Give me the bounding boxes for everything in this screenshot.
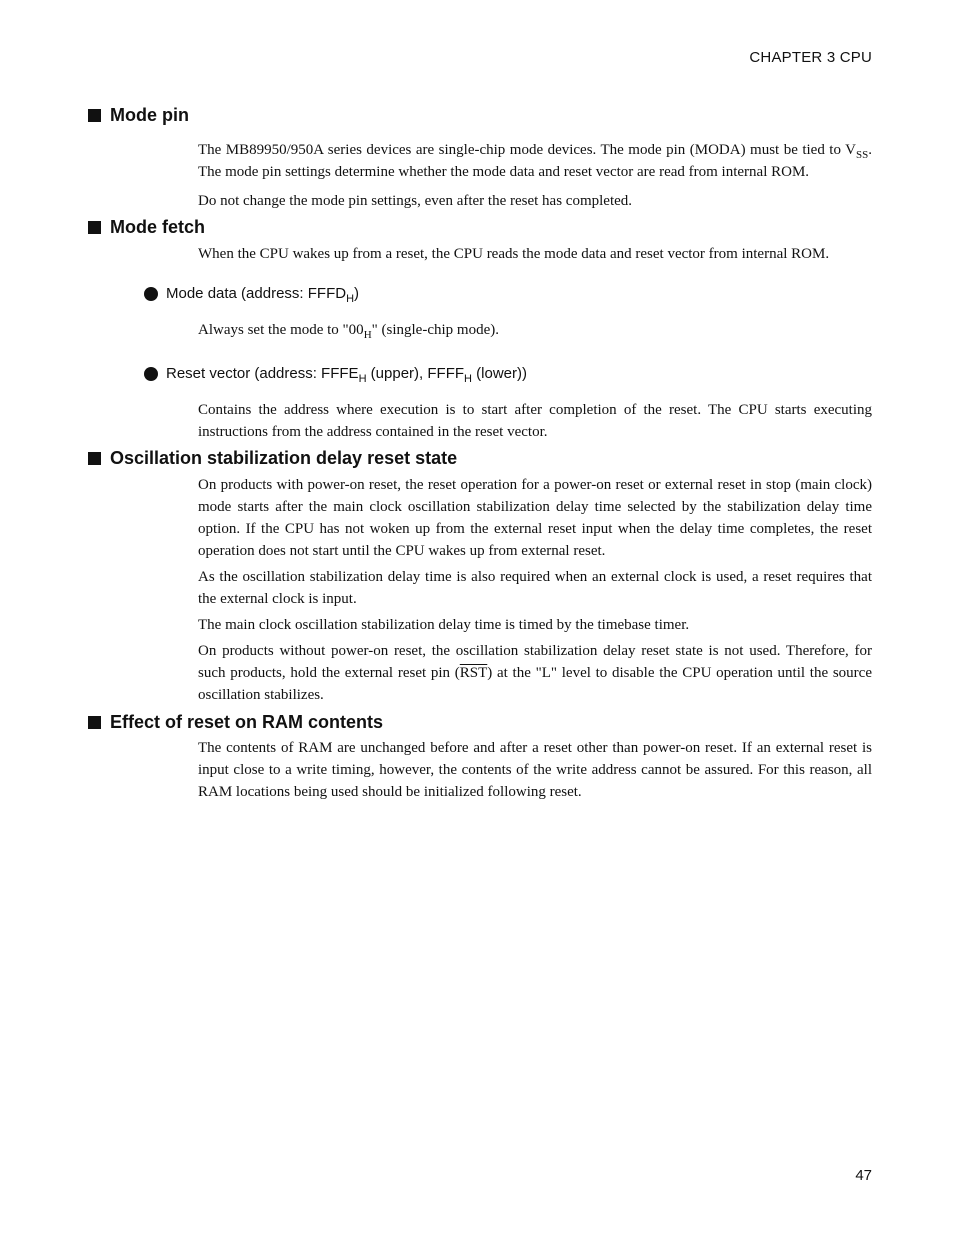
square-bullet-icon	[88, 716, 101, 729]
section-heading-mode-fetch	[88, 217, 205, 238]
paragraph: When the CPU wakes up from a reset, the CPU reads the mode data and reset vector from internal ROM.	[198, 246, 830, 262]
circle-bullet-icon	[144, 287, 158, 301]
subheading-reset-vector	[144, 365, 527, 385]
paragraph: Do not change the mode pin settings, even after the reset has completed.	[198, 193, 633, 209]
paragraph: The main clock oscillation stabilization delay time is timed by the timebase timer.	[198, 617, 690, 633]
paragraph: The contents of RAM are unchanged before and after a reset other than power-on reset. If an external reset is input close to a write timing, however, the contents of the write address cannot be assured. For this reason, all RAM locations being used should be initialized following reset.	[198, 740, 872, 800]
subheading-label: Mode data (address: $FFFD_H$)	[166, 285, 360, 305]
paragraph: As the oscillation stabilization delay time is also required when an external clock is used, a reset requires that the external clock is input.	[198, 569, 872, 607]
square-bullet-icon	[88, 452, 101, 465]
rst-overline-text: $\overline{RST}$	[459, 665, 488, 681]
section-heading-ram	[88, 712, 383, 733]
paragraph: Always set the mode to "$00_H$" (single-chip mode).	[198, 322, 499, 341]
paragraph: On products with power-on reset, the reset operation for a power-on reset or external reset in stop (main clock) mode starts after the main clock oscillation stabilization delay time selected by the stabilization delay time option. If the CPU has not woken up from the external reset input when the delay time completes, the reset operation does not start until the CPU wakes up from external reset.	[198, 477, 872, 559]
subscript: SS	[856, 149, 869, 161]
section-heading-mode-pin	[88, 105, 189, 126]
paragraph: Contains the address where execution is to start after completion of the reset. The CPU starts executing instructions from the address contained in the reset vector.	[198, 402, 872, 440]
text-run: The MB89950/950A series devices are single-chip mode devices. The mode pin (MODA) must be tied to V	[198, 142, 856, 158]
section-title: Mode fetch	[110, 217, 206, 237]
paragraph	[198, 139, 872, 183]
circle-bullet-icon	[144, 367, 158, 381]
section-title: Mode pin	[110, 105, 189, 125]
page-number: 47	[855, 1167, 872, 1184]
section-title: Oscillation stabilization delay reset state	[110, 448, 458, 468]
section-title: Effect of reset on RAM contents	[110, 712, 384, 732]
subheading-label: Reset vector (address: $FFFE_H$ (upper), $FFFF_H$ (lower))	[166, 365, 527, 385]
square-bullet-icon	[88, 221, 101, 234]
section-heading-oscillation	[88, 448, 457, 469]
square-bullet-icon	[88, 109, 101, 122]
chapter-header: CHAPTER 3 CPU	[749, 49, 872, 66]
text-run: . The mode pin settings determine whether the mode data and reset vector are read from internal ROM.	[198, 142, 872, 180]
subheading-mode-data	[144, 285, 360, 305]
paragraph: On products without power-on reset, the oscillation stabilization delay reset state is not used. Therefore, for such products, hold the external reset pin $(\overline{RST})$ at the "L" level to disable the CPU operation until the source oscillation stabilizes.	[198, 643, 872, 703]
